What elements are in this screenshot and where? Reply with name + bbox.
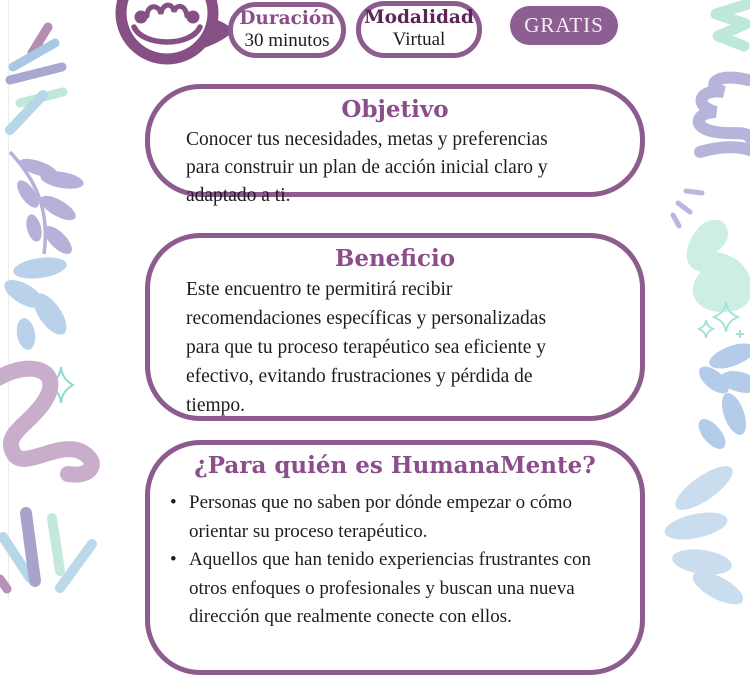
body-line: recomendaciones específicas y personalizadas <box>186 308 547 329</box>
bullet-icon: • <box>170 492 177 513</box>
body-line: efectivo, evitando frustraciones y pérdida de <box>186 366 533 387</box>
sparkles-icon <box>696 300 746 340</box>
section-para-quien <box>145 440 645 675</box>
body-line: Aquellos que han tenido experiencias frustrantes con <box>189 549 592 570</box>
stroke-fan-icon <box>0 504 106 600</box>
body-line: para que tu proceso terapéutico sea eficiente y <box>186 337 547 358</box>
body-line: para construir un plan de acción inicial claro y <box>186 157 548 178</box>
scribble-icon <box>676 70 750 166</box>
gratis-badge: GRATIS <box>510 6 618 45</box>
blob-icon <box>676 214 750 318</box>
body-line: dirección que realmente conecte con ellos. <box>189 606 512 627</box>
modality-badge <box>356 1 482 58</box>
dashes-icon <box>668 186 712 230</box>
duration-label: Duración <box>239 7 335 29</box>
section-title: Beneficio <box>334 245 456 272</box>
humanamente-logo-icon <box>110 0 238 72</box>
duration-value: 30 minutos <box>244 29 330 51</box>
sparkle-icon <box>48 366 74 404</box>
modality-value: Virtual <box>392 29 446 51</box>
body-line: tiempo. <box>186 395 246 416</box>
leaf-fan-icon <box>672 460 750 600</box>
list-item <box>170 489 632 546</box>
ribbon-squiggle-icon <box>8 356 102 484</box>
blue-leaves-icon <box>8 252 88 348</box>
body-line: adaptado a ti. <box>186 185 291 206</box>
section-objetivo <box>145 84 645 206</box>
bullet-icon: • <box>170 549 177 570</box>
page-edge-line <box>8 0 9 600</box>
section-body <box>186 126 614 210</box>
section-title: Objetivo <box>341 96 449 123</box>
bullet-list <box>170 489 632 632</box>
leaf-fan-icon <box>8 20 68 138</box>
blue-leaves-icon <box>682 344 750 450</box>
body-line: Este encuentro te permitirá recibir <box>186 279 453 300</box>
zigzag-icon <box>688 0 750 50</box>
modality-label: Modalidad <box>364 7 474 29</box>
section-body <box>186 275 614 420</box>
section-title: ¿Para quién es HumanaMente? <box>194 452 596 479</box>
leaf-branch-icon <box>8 146 94 258</box>
list-item <box>170 546 632 632</box>
section-beneficio <box>145 233 645 421</box>
duration-badge <box>228 2 346 58</box>
body-line: orientar su proceso terapéutico. <box>189 520 428 542</box>
body-line: otros enfoques o profesionales y buscan una nueva <box>189 577 575 599</box>
body-line: Conocer tus necesidades, metas y preferencias <box>186 129 548 150</box>
body-line: Personas que no saben por dónde empezar o cómo <box>189 492 573 513</box>
